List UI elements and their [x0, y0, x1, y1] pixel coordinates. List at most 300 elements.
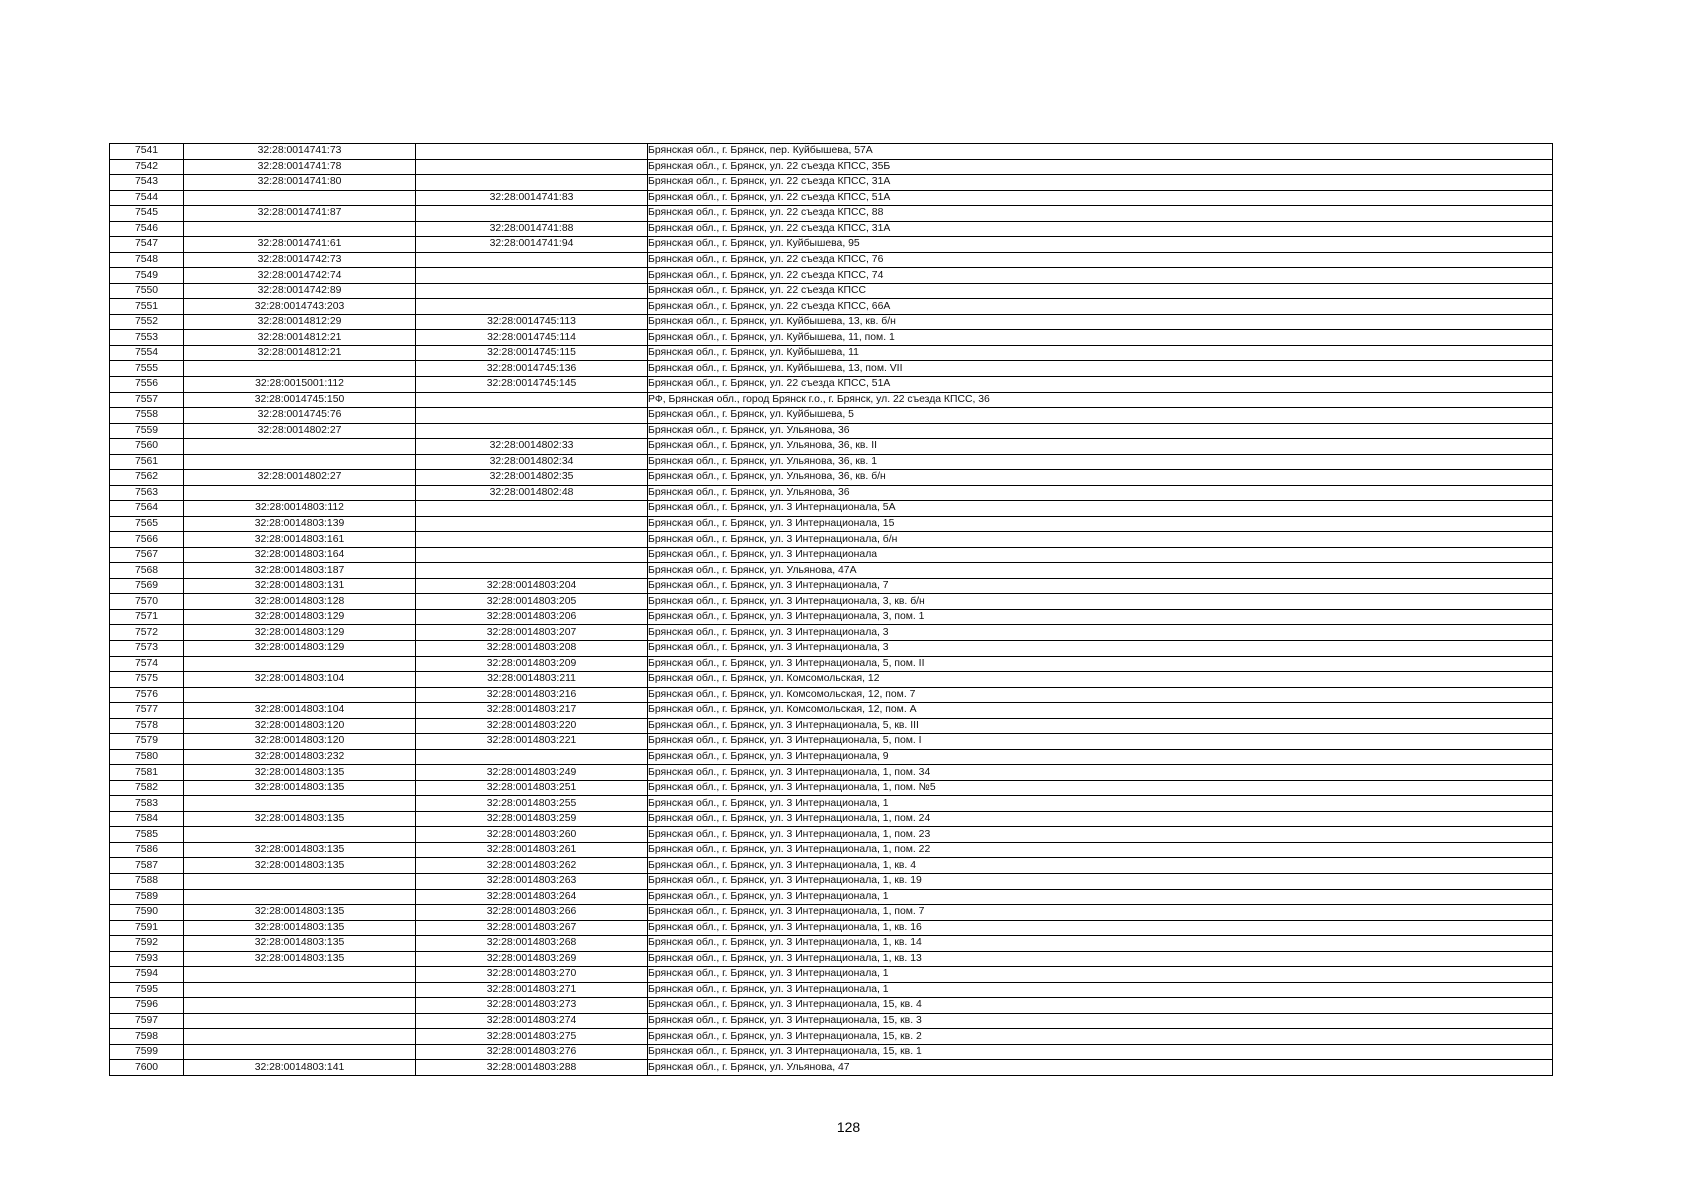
cadastral-number-cell: 32:28:0014803:129	[184, 641, 416, 657]
address-cell: Брянская обл., г. Брянск, ул. 22 съезда КПСС, 51А	[648, 190, 1553, 206]
cadastral-number-cell: 32:28:0014742:73	[184, 252, 416, 268]
table-row	[110, 873, 1553, 889]
table-row	[110, 1029, 1553, 1045]
cadastral-number-cell	[184, 190, 416, 206]
address-cell: Брянская обл., г. Брянск, ул. 22 съезда КПСС, 88	[648, 206, 1553, 222]
row-number-cell: 7584	[110, 811, 184, 827]
cadastral-number-cell: 32:28:0014803:135	[184, 765, 416, 781]
cadastral-number-cell	[184, 687, 416, 703]
table-row	[110, 609, 1553, 625]
object-cadastral-number-cell	[416, 501, 648, 517]
table-row	[110, 1044, 1553, 1060]
row-number-cell: 7546	[110, 221, 184, 237]
address-cell: Брянская обл., г. Брянск, ул. Куйбышева, 95	[648, 237, 1553, 253]
address-cell: Брянская обл., г. Брянск, ул. 3 Интернационала, 5, пом. II	[648, 656, 1553, 672]
address-cell: Брянская обл., г. Брянск, ул. 3 Интернационала, 1, пом. 24	[648, 811, 1553, 827]
object-cadastral-number-cell: 32:28:0014803:208	[416, 641, 648, 657]
cadastral-number-cell: 32:28:0014803:232	[184, 749, 416, 765]
row-number-cell: 7578	[110, 718, 184, 734]
object-cadastral-number-cell: 32:28:0014803:268	[416, 936, 648, 952]
cadastral-number-cell: 32:28:0014803:135	[184, 811, 416, 827]
cadastral-number-cell: 32:28:0014741:80	[184, 175, 416, 191]
object-cadastral-number-cell	[416, 283, 648, 299]
table-row	[110, 268, 1553, 284]
cadastral-number-cell: 32:28:0014745:150	[184, 392, 416, 408]
object-cadastral-number-cell: 32:28:0014803:262	[416, 858, 648, 874]
cadastral-number-cell: 32:28:0014803:135	[184, 951, 416, 967]
row-number-cell: 7562	[110, 470, 184, 486]
cadastral-number-cell: 32:28:0014803:120	[184, 718, 416, 734]
object-cadastral-number-cell: 32:28:0014803:264	[416, 889, 648, 905]
object-cadastral-number-cell	[416, 516, 648, 532]
page-number: 128	[836, 1119, 861, 1135]
object-cadastral-number-cell: 32:28:0014803:205	[416, 594, 648, 610]
row-number-cell: 7550	[110, 283, 184, 299]
cadastral-number-cell: 32:28:0014742:89	[184, 283, 416, 299]
object-cadastral-number-cell: 32:28:0014803:275	[416, 1029, 648, 1045]
row-number-cell: 7568	[110, 563, 184, 579]
object-cadastral-number-cell: 32:28:0014803:255	[416, 796, 648, 812]
object-cadastral-number-cell: 32:28:0014741:83	[416, 190, 648, 206]
cadastral-number-cell	[184, 967, 416, 983]
table-row	[110, 314, 1553, 330]
row-number-cell: 7570	[110, 594, 184, 610]
row-number-cell: 7564	[110, 501, 184, 517]
cadastral-number-cell	[184, 889, 416, 905]
cadastral-number-cell: 32:28:0014803:112	[184, 501, 416, 517]
cadastral-number-cell	[184, 221, 416, 237]
row-number-cell: 7554	[110, 345, 184, 361]
cadastral-number-cell: 32:28:0014803:131	[184, 578, 416, 594]
object-cadastral-number-cell	[416, 175, 648, 191]
table-row	[110, 982, 1553, 998]
object-cadastral-number-cell	[416, 268, 648, 284]
object-cadastral-number-cell: 32:28:0014745:136	[416, 361, 648, 377]
address-cell: Брянская обл., г. Брянск, ул. 22 съезда КПСС, 66А	[648, 299, 1553, 315]
table-row	[110, 376, 1553, 392]
table-row	[110, 998, 1553, 1014]
table-row	[110, 936, 1553, 952]
object-cadastral-number-cell: 32:28:0014803:259	[416, 811, 648, 827]
table-row	[110, 237, 1553, 253]
registry-table-body	[110, 144, 1553, 1076]
address-cell: Брянская обл., г. Брянск, ул. 3 Интернационала, 9	[648, 749, 1553, 765]
address-cell: Брянская обл., г. Брянск, ул. 3 Интернационала, 15, кв. 2	[648, 1029, 1553, 1045]
object-cadastral-number-cell: 32:28:0014803:217	[416, 703, 648, 719]
row-number-cell: 7552	[110, 314, 184, 330]
object-cadastral-number-cell: 32:28:0014741:94	[416, 237, 648, 253]
address-cell: Брянская обл., г. Брянск, ул. 3 Интернационала, б/н	[648, 532, 1553, 548]
row-number-cell: 7559	[110, 423, 184, 439]
table-row	[110, 361, 1553, 377]
cadastral-number-cell	[184, 827, 416, 843]
address-cell: Брянская обл., г. Брянск, ул. 3 Интернационала, 1	[648, 796, 1553, 812]
address-cell: Брянская обл., г. Брянск, ул. 3 Интернационала, 5А	[648, 501, 1553, 517]
address-cell: Брянская обл., г. Брянск, ул. 3 Интернационала, 7	[648, 578, 1553, 594]
cadastral-number-cell	[184, 873, 416, 889]
object-cadastral-number-cell: 32:28:0014803:249	[416, 765, 648, 781]
cadastral-number-cell: 32:28:0014803:135	[184, 905, 416, 921]
cadastral-number-cell: 32:28:0014803:120	[184, 734, 416, 750]
row-number-cell: 7547	[110, 237, 184, 253]
table-row	[110, 470, 1553, 486]
row-number-cell: 7558	[110, 408, 184, 424]
object-cadastral-number-cell: 32:28:0014803:207	[416, 625, 648, 641]
row-number-cell: 7591	[110, 920, 184, 936]
cadastral-number-cell: 32:28:0014802:27	[184, 470, 416, 486]
cadastral-number-cell: 32:28:0014803:104	[184, 703, 416, 719]
row-number-cell: 7561	[110, 454, 184, 470]
row-number-cell: 7549	[110, 268, 184, 284]
row-number-cell: 7556	[110, 376, 184, 392]
row-number-cell: 7555	[110, 361, 184, 377]
table-row	[110, 1013, 1553, 1029]
table-row	[110, 190, 1553, 206]
object-cadastral-number-cell	[416, 532, 648, 548]
cadastral-number-cell	[184, 796, 416, 812]
address-cell: Брянская обл., г. Брянск, ул. 3 Интернационала, 1, пом. 23	[648, 827, 1553, 843]
address-cell: Брянская обл., г. Брянск, ул. 3 Интернационала, 3, пом. 1	[648, 609, 1553, 625]
table-row	[110, 252, 1553, 268]
object-cadastral-number-cell	[416, 392, 648, 408]
address-cell: Брянская обл., г. Брянск, ул. Комсомольская, 12	[648, 672, 1553, 688]
address-cell: РФ, Брянская обл., город Брянск г.о., г. Брянск, ул. 22 съезда КПСС, 36	[648, 392, 1553, 408]
row-number-cell: 7542	[110, 159, 184, 175]
address-cell: Брянская обл., г. Брянск, ул. 22 съезда КПСС, 74	[648, 268, 1553, 284]
object-cadastral-number-cell: 32:28:0014802:34	[416, 454, 648, 470]
table-row	[110, 485, 1553, 501]
row-number-cell: 7595	[110, 982, 184, 998]
cadastral-number-cell	[184, 982, 416, 998]
object-cadastral-number-cell: 32:28:0014803:270	[416, 967, 648, 983]
object-cadastral-number-cell: 32:28:0014803:206	[416, 609, 648, 625]
row-number-cell: 7587	[110, 858, 184, 874]
cadastral-number-cell	[184, 1029, 416, 1045]
object-cadastral-number-cell: 32:28:0014802:35	[416, 470, 648, 486]
object-cadastral-number-cell: 32:28:0014803:271	[416, 982, 648, 998]
row-number-cell: 7596	[110, 998, 184, 1014]
object-cadastral-number-cell: 32:28:0014802:33	[416, 439, 648, 455]
row-number-cell: 7590	[110, 905, 184, 921]
table-row	[110, 858, 1553, 874]
row-number-cell: 7579	[110, 734, 184, 750]
cadastral-number-cell	[184, 998, 416, 1014]
table-row	[110, 889, 1553, 905]
address-cell: Брянская обл., г. Брянск, ул. 3 Интернационала, 3	[648, 625, 1553, 641]
cadastral-number-cell: 32:28:0014802:27	[184, 423, 416, 439]
row-number-cell: 7597	[110, 1013, 184, 1029]
cadastral-number-cell: 32:28:0014803:128	[184, 594, 416, 610]
address-cell: Брянская обл., г. Брянск, ул. 3 Интернационала	[648, 547, 1553, 563]
cadastral-number-cell: 32:28:0014803:129	[184, 625, 416, 641]
table-row	[110, 920, 1553, 936]
cadastral-number-cell: 32:28:0014803:135	[184, 920, 416, 936]
address-cell: Брянская обл., г. Брянск, ул. 3 Интернационала, 1, пом. 34	[648, 765, 1553, 781]
cadastral-number-cell	[184, 485, 416, 501]
row-number-cell: 7571	[110, 609, 184, 625]
cadastral-number-cell: 32:28:0014803:161	[184, 532, 416, 548]
address-cell: Брянская обл., г. Брянск, ул. 3 Интернационала, 1, кв. 4	[648, 858, 1553, 874]
address-cell: Брянская обл., г. Брянск, ул. 3 Интернационала, 1, пом. 22	[648, 842, 1553, 858]
row-number-cell: 7577	[110, 703, 184, 719]
object-cadastral-number-cell: 32:28:0014803:261	[416, 842, 648, 858]
address-cell: Брянская обл., г. Брянск, ул. 22 съезда КПСС	[648, 283, 1553, 299]
object-cadastral-number-cell: 32:28:0014803:276	[416, 1044, 648, 1060]
registry-table	[109, 143, 1553, 1076]
address-cell: Брянская обл., г. Брянск, ул. 22 съезда КПСС, 35Б	[648, 159, 1553, 175]
row-number-cell: 7566	[110, 532, 184, 548]
cadastral-number-cell: 32:28:0014742:74	[184, 268, 416, 284]
row-number-cell: 7573	[110, 641, 184, 657]
row-number-cell: 7572	[110, 625, 184, 641]
address-cell: Брянская обл., г. Брянск, ул. Ульянова, 36, кв. 1	[648, 454, 1553, 470]
cadastral-number-cell	[184, 1013, 416, 1029]
table-row	[110, 625, 1553, 641]
table-row	[110, 423, 1553, 439]
row-number-cell: 7582	[110, 780, 184, 796]
address-cell: Брянская обл., г. Брянск, ул. 3 Интернационала, 15, кв. 1	[648, 1044, 1553, 1060]
object-cadastral-number-cell: 32:28:0014803:204	[416, 578, 648, 594]
address-cell: Брянская обл., г. Брянск, ул. 22 съезда КПСС, 51А	[648, 376, 1553, 392]
row-number-cell: 7593	[110, 951, 184, 967]
table-row	[110, 765, 1553, 781]
row-number-cell: 7599	[110, 1044, 184, 1060]
table-row	[110, 780, 1553, 796]
cadastral-number-cell	[184, 454, 416, 470]
table-row	[110, 144, 1553, 160]
cadastral-number-cell: 32:28:0014803:141	[184, 1060, 416, 1076]
table-row	[110, 516, 1553, 532]
row-number-cell: 7575	[110, 672, 184, 688]
address-cell: Брянская обл., г. Брянск, ул. Ульянова, 47	[648, 1060, 1553, 1076]
address-cell: Брянская обл., г. Брянск, ул. 3 Интернационала, 1	[648, 889, 1553, 905]
address-cell: Брянская обл., г. Брянск, ул. 3 Интернационала, 1, пом. 7	[648, 905, 1553, 921]
table-row	[110, 951, 1553, 967]
object-cadastral-number-cell	[416, 206, 648, 222]
object-cadastral-number-cell: 32:28:0014745:113	[416, 314, 648, 330]
row-number-cell: 7551	[110, 299, 184, 315]
object-cadastral-number-cell: 32:28:0014803:273	[416, 998, 648, 1014]
address-cell: Брянская обл., г. Брянск, ул. 22 съезда КПСС, 31А	[648, 175, 1553, 191]
table-row	[110, 842, 1553, 858]
row-number-cell: 7544	[110, 190, 184, 206]
object-cadastral-number-cell: 32:28:0014803:266	[416, 905, 648, 921]
cadastral-number-cell	[184, 656, 416, 672]
cadastral-number-cell: 32:28:0014803:135	[184, 780, 416, 796]
object-cadastral-number-cell: 32:28:0014803:220	[416, 718, 648, 734]
row-number-cell: 7594	[110, 967, 184, 983]
object-cadastral-number-cell: 32:28:0014803:274	[416, 1013, 648, 1029]
row-number-cell: 7576	[110, 687, 184, 703]
object-cadastral-number-cell	[416, 547, 648, 563]
row-number-cell: 7586	[110, 842, 184, 858]
row-number-cell: 7574	[110, 656, 184, 672]
object-cadastral-number-cell: 32:28:0014741:88	[416, 221, 648, 237]
row-number-cell: 7598	[110, 1029, 184, 1045]
table-row	[110, 408, 1553, 424]
row-number-cell: 7557	[110, 392, 184, 408]
table-row	[110, 221, 1553, 237]
table-row	[110, 656, 1553, 672]
object-cadastral-number-cell: 32:28:0014803:267	[416, 920, 648, 936]
object-cadastral-number-cell: 32:28:0014803:216	[416, 687, 648, 703]
table-row	[110, 734, 1553, 750]
table-row	[110, 672, 1553, 688]
row-number-cell: 7563	[110, 485, 184, 501]
table-row	[110, 345, 1553, 361]
table-row	[110, 967, 1553, 983]
table-row	[110, 703, 1553, 719]
address-cell: Брянская обл., г. Брянск, ул. 3 Интернационала, 15	[648, 516, 1553, 532]
address-cell: Брянская обл., г. Брянск, ул. 3 Интернационала, 5, кв. III	[648, 718, 1553, 734]
cadastral-number-cell: 32:28:0014803:129	[184, 609, 416, 625]
cadastral-number-cell: 32:28:0014812:29	[184, 314, 416, 330]
cadastral-number-cell: 32:28:0014741:61	[184, 237, 416, 253]
object-cadastral-number-cell	[416, 408, 648, 424]
cadastral-number-cell: 32:28:0014803:104	[184, 672, 416, 688]
table-row	[110, 563, 1553, 579]
cadastral-number-cell: 32:28:0014741:73	[184, 144, 416, 160]
row-number-cell: 7565	[110, 516, 184, 532]
object-cadastral-number-cell: 32:28:0014803:251	[416, 780, 648, 796]
cadastral-number-cell: 32:28:0014812:21	[184, 330, 416, 346]
row-number-cell: 7583	[110, 796, 184, 812]
object-cadastral-number-cell	[416, 159, 648, 175]
row-number-cell: 7548	[110, 252, 184, 268]
cadastral-number-cell: 32:28:0014803:187	[184, 563, 416, 579]
cadastral-number-cell	[184, 1044, 416, 1060]
object-cadastral-number-cell: 32:28:0014803:288	[416, 1060, 648, 1076]
address-cell: Брянская обл., г. Брянск, ул. Куйбышева, 11, пом. 1	[648, 330, 1553, 346]
object-cadastral-number-cell: 32:28:0014745:145	[416, 376, 648, 392]
row-number-cell: 7569	[110, 578, 184, 594]
address-cell: Брянская обл., г. Брянск, ул. 3 Интернационала, 1, кв. 14	[648, 936, 1553, 952]
table-row	[110, 718, 1553, 734]
row-number-cell: 7580	[110, 749, 184, 765]
object-cadastral-number-cell	[416, 299, 648, 315]
address-cell: Брянская обл., г. Брянск, ул. Куйбышева, 13, кв. б/н	[648, 314, 1553, 330]
cadastral-number-cell: 32:28:0014741:87	[184, 206, 416, 222]
address-cell: Брянская обл., г. Брянск, ул. Ульянова, 36	[648, 485, 1553, 501]
address-cell: Брянская обл., г. Брянск, ул. 3 Интернационала, 15, кв. 3	[648, 1013, 1553, 1029]
cadastral-number-cell	[184, 439, 416, 455]
table-row	[110, 594, 1553, 610]
table-row	[110, 175, 1553, 191]
row-number-cell: 7545	[110, 206, 184, 222]
table-row	[110, 159, 1553, 175]
object-cadastral-number-cell: 32:28:0014803:221	[416, 734, 648, 750]
address-cell: Брянская обл., г. Брянск, ул. 3 Интернационала, 1, кв. 19	[648, 873, 1553, 889]
address-cell: Брянская обл., г. Брянск, ул. 3 Интернационала, 1	[648, 967, 1553, 983]
address-cell: Брянская обл., г. Брянск, ул. Куйбышева, 11	[648, 345, 1553, 361]
cadastral-number-cell: 32:28:0014743:203	[184, 299, 416, 315]
cadastral-number-cell: 32:28:0015001:112	[184, 376, 416, 392]
address-cell: Брянская обл., г. Брянск, ул. 3 Интернационала, 1, кв. 13	[648, 951, 1553, 967]
table-row	[110, 392, 1553, 408]
table-row	[110, 578, 1553, 594]
object-cadastral-number-cell: 32:28:0014803:211	[416, 672, 648, 688]
table-row	[110, 827, 1553, 843]
table-row	[110, 749, 1553, 765]
address-cell: Брянская обл., г. Брянск, ул. 3 Интернационала, 1	[648, 982, 1553, 998]
object-cadastral-number-cell	[416, 252, 648, 268]
table-row	[110, 905, 1553, 921]
cadastral-number-cell: 32:28:0014741:78	[184, 159, 416, 175]
table-row	[110, 330, 1553, 346]
address-cell: Брянская обл., г. Брянск, ул. 3 Интернационала, 5, пом. I	[648, 734, 1553, 750]
row-number-cell: 7581	[110, 765, 184, 781]
row-number-cell: 7585	[110, 827, 184, 843]
address-cell: Брянская обл., г. Брянск, ул. Ульянова, 36	[648, 423, 1553, 439]
cadastral-number-cell: 32:28:0014745:76	[184, 408, 416, 424]
cadastral-number-cell	[184, 361, 416, 377]
cadastral-number-cell: 32:28:0014803:139	[184, 516, 416, 532]
table-row	[110, 206, 1553, 222]
row-number-cell: 7560	[110, 439, 184, 455]
table-row	[110, 811, 1553, 827]
table-row	[110, 501, 1553, 517]
row-number-cell: 7567	[110, 547, 184, 563]
object-cadastral-number-cell	[416, 749, 648, 765]
table-row	[110, 796, 1553, 812]
address-cell: Брянская обл., г. Брянск, ул. 3 Интернационала, 3, кв. б/н	[648, 594, 1553, 610]
table-row	[110, 439, 1553, 455]
row-number-cell: 7589	[110, 889, 184, 905]
cadastral-number-cell: 32:28:0014803:135	[184, 842, 416, 858]
row-number-cell: 7600	[110, 1060, 184, 1076]
table-row	[110, 299, 1553, 315]
table-row	[110, 641, 1553, 657]
row-number-cell: 7541	[110, 144, 184, 160]
cadastral-number-cell: 32:28:0014812:21	[184, 345, 416, 361]
object-cadastral-number-cell	[416, 563, 648, 579]
address-cell: Брянская обл., г. Брянск, пер. Куйбышева, 57А	[648, 144, 1553, 160]
address-cell: Брянская обл., г. Брянск, ул. 22 съезда КПСС, 31А	[648, 221, 1553, 237]
object-cadastral-number-cell: 32:28:0014803:263	[416, 873, 648, 889]
address-cell: Брянская обл., г. Брянск, ул. 3 Интернационала, 1, пом. №5	[648, 780, 1553, 796]
address-cell: Брянская обл., г. Брянск, ул. 3 Интернационала, 1, кв. 16	[648, 920, 1553, 936]
address-cell: Брянская обл., г. Брянск, ул. 3 Интернационала, 3	[648, 641, 1553, 657]
table-row	[110, 454, 1553, 470]
registry-table-wrapper	[109, 143, 1553, 1076]
table-row	[110, 532, 1553, 548]
row-number-cell: 7553	[110, 330, 184, 346]
object-cadastral-number-cell	[416, 423, 648, 439]
row-number-cell: 7592	[110, 936, 184, 952]
object-cadastral-number-cell: 32:28:0014803:269	[416, 951, 648, 967]
object-cadastral-number-cell: 32:28:0014802:48	[416, 485, 648, 501]
table-row	[110, 687, 1553, 703]
address-cell: Брянская обл., г. Брянск, ул. 22 съезда КПСС, 76	[648, 252, 1553, 268]
cadastral-number-cell: 32:28:0014803:135	[184, 936, 416, 952]
table-row	[110, 283, 1553, 299]
row-number-cell: 7543	[110, 175, 184, 191]
table-row	[110, 1060, 1553, 1076]
object-cadastral-number-cell: 32:28:0014745:114	[416, 330, 648, 346]
row-number-cell: 7588	[110, 873, 184, 889]
address-cell: Брянская обл., г. Брянск, ул. Ульянова, 36, кв. б/н	[648, 470, 1553, 486]
object-cadastral-number-cell: 32:28:0014745:115	[416, 345, 648, 361]
address-cell: Брянская обл., г. Брянск, ул. Комсомольская, 12, пом. А	[648, 703, 1553, 719]
address-cell: Брянская обл., г. Брянск, ул. Комсомольская, 12, пом. 7	[648, 687, 1553, 703]
cadastral-number-cell: 32:28:0014803:135	[184, 858, 416, 874]
address-cell: Брянская обл., г. Брянск, ул. Ульянова, 47А	[648, 563, 1553, 579]
object-cadastral-number-cell	[416, 144, 648, 160]
object-cadastral-number-cell: 32:28:0014803:209	[416, 656, 648, 672]
address-cell: Брянская обл., г. Брянск, ул. Ульянова, 36, кв. II	[648, 439, 1553, 455]
address-cell: Брянская обл., г. Брянск, ул. Куйбышева, 13, пом. VII	[648, 361, 1553, 377]
table-row	[110, 547, 1553, 563]
